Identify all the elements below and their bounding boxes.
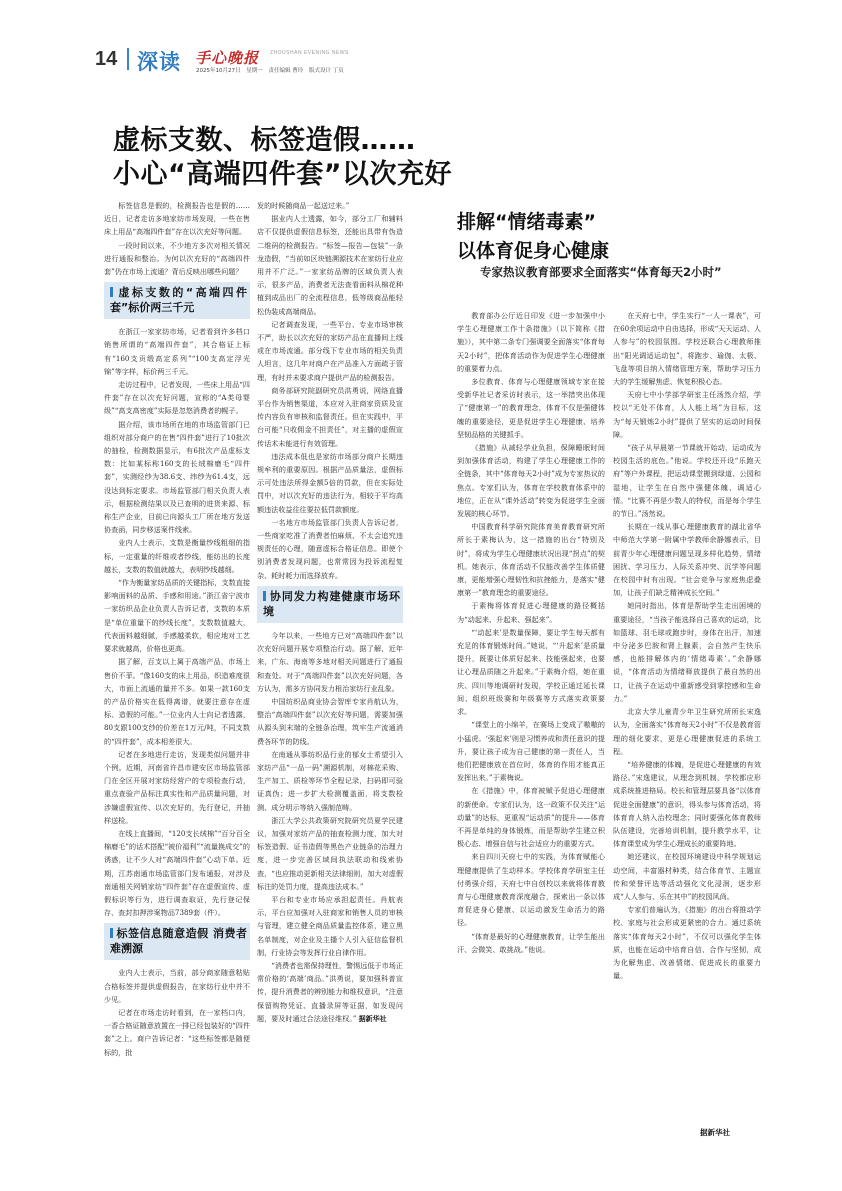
subheading-marker <box>110 287 113 297</box>
paragraph: 教育部办公厅近日印发《进一步加强中小学生心理健康工作十条措施》（以下简称《措施》），其中第二条专门强调要全面落实“体育每天2小时”，把体育活动作为促进学生心理健康的重要着力点。 <box>457 311 605 373</box>
newspaper-logo-en: ZHOUSHAN EVENING NEWS <box>270 50 349 56</box>
subheading-text: 协同发力构建健康市场环境 <box>263 589 400 618</box>
paragraph: 走访过程中，记者发现，一些床上用品“四件套”存在以次充好问题，宣称的“A类母婴级”“高支高密度”实际是忽悠消费者的幌子。 <box>104 380 250 416</box>
paragraph: 多位教育、体育与心理健康领域专家在接受新华社记者采访时表示，这一举措突出体现了“健康第一”的教育理念，体育不仅是强健体魄的重要途径，更是促进学生心理健康、培养坚韧品格的关键抓手。 <box>457 377 605 439</box>
paragraph: 浙江大学公共政策研究院研究员夏学民建议，加强对家纺产品的抽查检测力度，加大对标签造假、证书造假等黑色产业链条的治理力度，进一步完善区域间执法联动和线索协查，“也应推动更新相关法律细则，加大对虚假标注的处罚力度，提高违法成本。” <box>257 815 403 891</box>
subheading-marker <box>110 928 113 938</box>
paragraph: 据了解，百支以上属于高端产品，市场上售价不菲。“像160支的床上用品，织造难度很大，市面上流通的量并不多。如果一款160支的产品价格实在低得离谱，就要注意存在虚标、造假的可能。”一位业内人士向记者透露，80支跟100支纱的价差在1万元/吨，不同支数的“四件套”，成本相差很大。 <box>104 657 250 746</box>
article2-title-line-1: 排解“情绪毒素” <box>457 211 596 233</box>
paragraph: 记者在多地进行走访，发现类似问题并非个例。近期，河南省许昌市建安区市场监管部门在全区开展对家纺经营户的专项检查行动，重点查验产品标注真实性和产品质量问题，对涉嫌虚假宣传、以次充好的，先行登记，并抽样送检。 <box>104 749 250 825</box>
paragraph: 标签信息是假的，检测报告也是假的……近日，记者走访多地家纺市场发现，一些在售床上用品“高端四件套”存在以次充好等问题。 <box>104 201 250 237</box>
dateline <box>196 66 348 74</box>
section-name: 深读 <box>137 50 181 74</box>
article1-column-1 <box>104 199 250 1145</box>
paragraph: 违法成本低也是家纺市场部分商户长期违规牟利的重要原因。根据产品质量法，虚假标示可处违法所得金额5倍的罚款，但在实际处罚中，对以次充好的违法行为，相较于平均高额违法收益往往要拉低罚款额度。 <box>257 451 403 514</box>
date: 2025年10月27日 <box>196 68 241 74</box>
paragraph: 中国纺织品商业协会智库专家肖航认为，整治“高端四件套”以次充好等问题，需要加强从源头到末端的全链条治理，筑牢生产流通消费各环节的防线。 <box>257 696 403 746</box>
article2-title-line-2: 以体育促身心健康 <box>457 240 610 262</box>
paragraph: 她同时指出，体育是帮助学生走出困境的重要途径，“当孩子能选择自己喜欢的运动，比如篮球、羽毛球或跑步时，身体在出汗，加速中分泌多巴胺和肾上腺素，会自然产生快乐感，也能排解体内的‘情绪毒素’。”余静娜说，“体育活动为情绪释放提供了最自然的出口，让孩子在运动中重新感受到掌控感和生命力。” <box>613 601 761 703</box>
paragraph: 据业内人士透露，如今，部分工厂和辅料店不仅提供虚假信息标签，还能出具带有伪造二维码的检测报告。“标签—报告—包装”一条龙造假，“当前如区块链溯源技术在家纺行业应用并不广泛。”一家家纺品牌的区域负责人表示，很多产品，消费者无法查看面料从棉花种植到成品出厂的全流程信息，低等级商品能轻松伪装成高端商品。 <box>257 214 403 316</box>
article2-subtitle: 专家热议教育部要求全面落实“体育每天2小时” <box>480 265 722 279</box>
paragraph: 在浙江一家家纺市场，记者看到许多档口销售所谓的“高端四件套”，其合格证上标有“160支贡缎高定系列”“100支高定浮光锦”等字样，标价两三千元。 <box>104 327 250 376</box>
subheading-marker <box>263 591 266 601</box>
paragraph: 来自四川天府七中的实践，为体育赋能心理健康提供了生动样本。学校体育学研室主任付勇强介绍，天府七中自创校以来就将体育教育与心理健康教育深度融合，探索出一条以体育促进身心健康、以运动激发生命活力的路径。 <box>457 852 605 928</box>
paragraph: 记者在市场走访时看到，在一家档口内，一香合格证随意放置在一排已经包装好的“四件套”之上。商户告诉记者：“这些标签都是随便标的，批 <box>104 1007 250 1057</box>
paragraph: 在南通从事纺织品行业的郁女士希望引入家纺产品“一品一码”溯源机制，对棉花采购、生产加工、质检等环节全程记录，扫码即可验证真伪；进一步扩大检测覆盖面，将支数检测、成分明示等纳入强制范畴。 <box>257 749 403 812</box>
designer: 版式设计 丁页 <box>309 68 344 74</box>
header-divider <box>127 48 129 70</box>
paragraph: 《措施》从减轻学业负担，保障睡眠时间到加强体育活动，构建了学生心理健康工作的全链条，其中“体育每天2小时”成为专家热议的焦点。专家们认为，体育在学校教育体系中的地位，正在从“课外活动”转变为促进学生全面发展的核心环节。 <box>457 443 605 519</box>
source-credit: 据新华社 <box>358 1014 387 1023</box>
article2-column-1 <box>457 309 605 1145</box>
paragraph: 在《措施》中，体育被赋予促进心理健康的新使命。专家们认为，这一政策不仅关注“运动量”的达标，更重视“运动质”的提升——体育不再是单纯的身体锻炼，而是帮助学生建立积极心态、增强自信与社会适应力的重要方式。 <box>457 786 605 849</box>
paragraph: 平台和专业市场应承担起责任。肖航表示，平台应加强对入驻商家和销售人员的审核与管理，建立健全商品质量监控体系，建立黑名单制度，对企业及主播个人引入征信监督机制，行业协会等发挥行业自律作用。 <box>257 894 403 957</box>
paragraph <box>257 959 403 1026</box>
paragraph: 在天府七中，学生实行“一人一课表”，可在60余项运动中自由选择，形成“天天运动、人人参与”的校园氛围。学校还联合心理教师推出“阳光调适运动包”，将跑步、瑜伽、太极、飞盘等项目纳入情绪管理方案，帮助学习压力大的学生缓解焦虑、恢复积极心态。 <box>613 311 761 387</box>
paragraph: 她还建议，在校园环境建设中科学规划运动空间，丰富器材种类，结合体育节、主题宣传和荣誉评选等活动强化文化浸润，逐步形成“人人参与、乐在其中”的校园风尚。 <box>613 852 761 901</box>
newspaper-logo: 手心晚报 <box>195 49 260 67</box>
paragraph: 天府七中小学部学研室主任汤然介绍，学校以“无处不体育，人人能上场”为目标，这为“每天锻炼2小时”提供了坚实的运动时间保障。 <box>613 390 761 439</box>
article2-column-2 <box>613 309 761 1145</box>
paragraph: 于素梅将体育促进心理健康的路径概括为“动起来、升起来、强起来”。 <box>457 601 605 624</box>
paragraph: 据介绍，该市场所在地的市场监管部门已组织对部分商户的在售“四件套”进行了10批次的抽检，检测数据显示，有6批次产品虚标支数：比如某标称160支的长绒棉磨毛“四件套”，实测经纱为38.6支、纬纱为61.4支，远没达到标定要求。市场监管部门相关负责人表示，根据检测结果以及已查明的进货来源、标称生产企业，目前已向源头工厂所在地方发送协查函，同步移送案件线索。 <box>104 419 250 535</box>
page-number: 14 <box>95 48 118 70</box>
paragraph: “课堂上的小绵羊，在赛场上变成了嗷嗷的小猛虎。‘强起来’则是习惯养成和责任意识的提升，要让孩子成为自己健康的第一责任人，当他们把健康放在首位时，体育的作用才能真正发挥出来。”于素梅说。 <box>457 720 605 783</box>
article-title-line-2: 小心“高端四件套”以次充好 <box>113 159 452 190</box>
paragraph: 北京大学儿童青少年卫生研究所所长宋逸认为，全面落实“体育每天2小时”不仅是教育管理的细化要求，更是心理健康促进的系统工程。 <box>613 707 761 756</box>
paragraph: 发的时候随商品一起送过来。” <box>257 201 350 210</box>
paragraph: 商务部研究院副研究员洪勇说，网络直播平台作为销售渠道，本应对入驻商家资质及宣传内容负有审核和监督责任。但在实践中，平台可能“只收佣金不担责任”，对主播的虚假宣传话术未能进行有效管理。 <box>257 385 403 448</box>
paragraph: 一名地方市场监管部门负责人告诉记者，一些商家吃准了消费者怕麻烦、不太会追究违规责任的心理，随意虚标合格证信息。即使个别消费者发现问题，也常常因为投诉流程复杂、耗时耗力而选择放弃。 <box>257 517 403 580</box>
paragraph-text: “消费者也需保持理性，警惕远低于市场正常价格的‘高端’商品。”洪勇说，要加强科普宣传，提升消费者的辨别能力和维权意识，“注意保留购物凭证、直播录屏等证据，如发现问题，要及时通过合法途径维权。” <box>257 960 403 1023</box>
paragraph: 专家们普遍认为，《措施》的出台将推动学校、家庭与社会形成更紧密的合力。通过系统落实“体育每天2小时”，不仅可以强化学生体质，也能在运动中培育自信、合作与坚韧，成为化解焦虑、改善情绪、促进成长的重要力量。 <box>613 905 761 981</box>
paragraph: “‘动起来’是数量保障，要让学生每天都有充足的体育锻炼时间。”她说，“‘升起来’是质量提升，既要让体质好起来、技能强起来，也要让心理品质随之升起来。”于素梅介绍，她在重庆、四川等地调研时发现，学校正通过延长课间、组织班级赛和年级赛等方式落实政策要求。 <box>457 627 605 717</box>
weekday: 星期一 <box>246 68 263 74</box>
source-credit: 据新华社 <box>700 1128 730 1137</box>
article1-column-2 <box>257 199 403 1145</box>
paragraph: 中国教育科学研究院体育美育教育研究所所长于素梅认为，这一措施的出台“特别及时”，将成为学生心理健康状况出现“拐点”的契机。她表示，体育活动不仅能改善学生体质健康，更能增强心理韧性和抗挫能力，是落实“健康第一”教育理念的重要途径。 <box>457 522 605 598</box>
subheading <box>104 923 250 960</box>
subheading <box>104 282 250 319</box>
paragraph: 长期在一线从事心理健康教育的湖北省华中师范大学第一附属中学教师余静娜表示，目前青少年心理健康问题呈现多样化趋势，情绪困扰、学习压力、人际关系冲突、沉学等问题在校园中时有出现。“社会竞争与家庭焦虑叠加，让孩子们缺乏精神成长空间。” <box>613 522 761 598</box>
paragraph: “培养健康的体魄，是促进心理健康的有效路径。”宋逸建议，从理念到机制，学校都应形成系统推进格局。校长和管理层要具备“以体育促进全面健康”的意识，得头参与体育活动，将体育育人纳入治校理念；同时要强化体育教师队伍建设，完善培训机制，提升教学水平，让体育课堂成为学生心理成长的重要阵地。 <box>613 759 761 849</box>
subheading <box>257 586 403 623</box>
paragraph: 在线上直播间，“120支长绒棉”“百分百全棉磨毛”的话术搭配“被价福利”“流量换成交”的诱惑，让不少人对“高端四件套”心动下单。近期，江苏南通市场监管部门发布通报，对涉及南通相关网销家纺“四件套”存在虚假宣传、虚假标识等行为，进行调查取证，先行登记保存、查封扣押涉案物品7389套（件）。 <box>104 828 250 918</box>
paragraph: 今年以来，一些地方已对“高端四件套”以次充好问题开展专项整治行动。据了解，近年来，广东、海南等多地对相关问题进行了通报和查处。对于“高端四件套”以次充好问题，各方认为，需多方协同发力根治家纺行业乱象。 <box>257 630 403 693</box>
paragraph: 记者调查发现，一些平台、专业市场审核不严，助长以次充好的家纺产品在直播间上线或在市场流通。部分线下专业市场的相关负责人坦言，这几年对商户在产品准入方面疏于管理，有时并未要求商户提供产品的检测报告。 <box>257 319 403 382</box>
subheading-text: 标签信息随意造假 消费者难溯源 <box>110 927 247 956</box>
editor: 责任编辑 曹玲 <box>268 68 304 74</box>
article-title-line-1: 虚标支数、标签造假…… <box>113 125 416 156</box>
paragraph: 业内人士表示，支数是衡量纱线粗细的指标，一定重量的纤维或者纱线，能纺出的长度越长，支数的数值就越大，表明纱线越细。 <box>104 538 250 574</box>
paragraph: 一段时间以来，不少地方多次对相关情况进行通报和整治。为何以次充好的“高端四件套”仍在市场上流通？背后反映出哪些问题？ <box>104 240 250 277</box>
paragraph: “作为衡量家纺品质的关键指标，支数直接影响面料的品质、手感和用途。”浙江省宁波市一家纺织品企业负责人告诉记者，支数的本质是“单位重量下的纱线长度”，支数数值越大，代表面料越细腻，手感越柔软，相应地对工艺要求就越高，价格也更高。 <box>104 578 250 654</box>
paragraph: “体育是最好的心理健康教育，让学生能出汗、会微笑、敢挑战。”他说。 <box>457 931 605 954</box>
paragraph: 业内人士表示，当前，部分商家随意粘贴合格标签并提供虚假报告，在家纺行业中并不少见。 <box>104 968 250 1004</box>
paragraph: “孩子从早晨第一节课就开始动，运动成为校园生活的底色。”他说。学校还开设“乐跑天府”等户外课程，把运动课堂搬到绿道、公园和湿地，让学生在自然中强健体魄、调适心情。“比赛不再是少数人的特权，而是每个学生的节日。”汤然说。 <box>613 443 761 519</box>
subheading-text: 虚标支数的“高端四件套”标价两三千元 <box>110 286 247 315</box>
